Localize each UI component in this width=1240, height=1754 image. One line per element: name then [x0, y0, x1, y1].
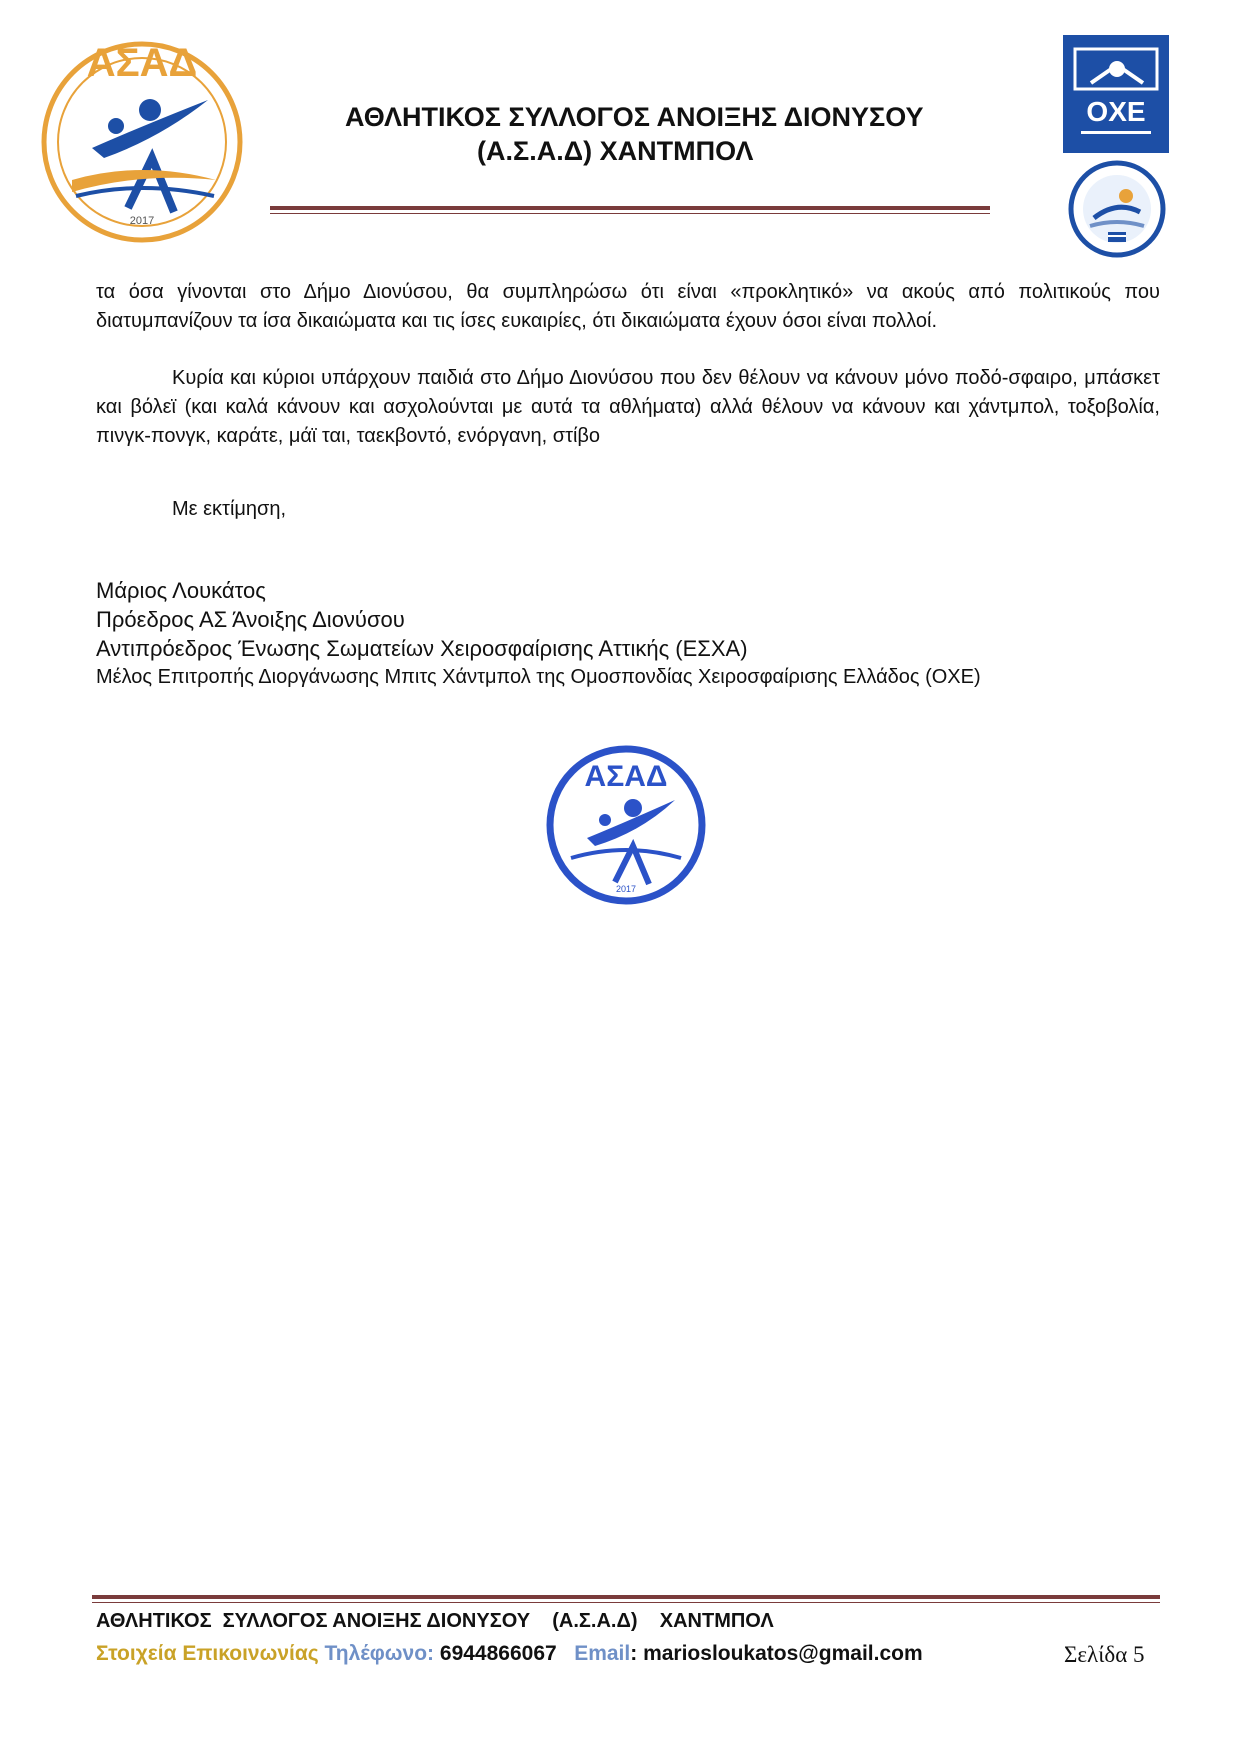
page-number: Σελίδα 5	[1064, 1642, 1145, 1667]
oxe-federation-logo	[1063, 35, 1169, 153]
signatory-name: Μάριος Λουκάτος	[96, 578, 266, 603]
asad-stamp	[543, 742, 709, 908]
header-title	[345, 100, 1005, 168]
contact-label: Στοιχεία Επικοινωνίας	[96, 1642, 319, 1665]
header-title-line2: (Α.Σ.Α.Δ) ΧΑΝΤΜΠΟΛ	[477, 136, 754, 166]
closing-salutation: Με εκτίμηση,	[172, 498, 287, 520]
hellenic-beach-handball-logo	[1068, 160, 1166, 258]
svg-text:ΑΣΑΔ: ΑΣΑΔ	[86, 41, 198, 85]
svg-text:ΟΧΕ: ΟΧΕ	[1086, 96, 1146, 127]
asad-club-logo	[32, 30, 252, 250]
svg-text:2017: 2017	[615, 884, 637, 894]
svg-text:2017: 2017	[129, 215, 155, 227]
signature-block	[96, 576, 1160, 692]
footer-contact: Στοιχεία Επικοινωνίας Τηλέφωνο: 6944866067 Email: mariosloukatos@gmail.com	[96, 1642, 923, 1665]
phone-label: Τηλέφωνο:	[324, 1642, 435, 1665]
phone-number: 6944866067	[439, 1642, 557, 1665]
email-address[interactable]: mariosloukatos@gmail.com	[643, 1642, 923, 1665]
email-label: Email	[574, 1642, 631, 1665]
letter-body	[96, 278, 1160, 692]
footer-divider	[92, 1595, 1160, 1603]
header-divider	[270, 206, 990, 214]
header-title-line1: ΑΘΛΗΤΙΚΟΣ ΣΥΛΛΟΓΟΣ ΑΝΟΙΞΗΣ ΔΙΟΝΥΣΟΥ	[345, 102, 924, 132]
footer-organization: ΑΘΛΗΤΙΚΟΣ ΣΥΛΛΟΓΟΣ ΑΝΟΙΞΗΣ ΔΙΟΝΥΣΟΥ (Α.Σ.Α.Δ) ΧΑΝΤΜΠΟΛ	[96, 1610, 774, 1632]
svg-text:ΑΣΑΔ: ΑΣΑΔ	[584, 760, 668, 793]
paragraph-1: τα όσα γίνονται στο Δήμο Διονύσου, θα συμπληρώσω ότι είναι «προκλητικό» να ακούς από πολιτικούς που διατυμπανίζουν τα ίσα δικαιώματα και τις ίσες ευκαιρίες, ότι δικαιώματα έχουν όσοι είναι πολλοί.	[96, 281, 1160, 332]
signatory-role-3: Μέλος Επιτροπής Διοργάνωσης Μπιτς Χάντμπολ της Ομοσπονδίας Χειροσφαίρισης Ελλάδος (ΟΧΕ)	[96, 666, 981, 688]
signatory-role-2: Αντιπρόεδρος Ένωσης Σωματείων Χειροσφαίρισης Αττικής (ΕΣΧΑ)	[96, 636, 748, 661]
signatory-role-1: Πρόεδρος ΑΣ Άνοιξης Διονύσου	[96, 607, 405, 632]
paragraph-2: Κυρία και κύριοι υπάρχουν παιδιά στο Δήμο Διονύσου που δεν θέλουν να κάνουν μόνο ποδό-σφαιρο, μπάσκετ και βόλεϊ (και καλά κάνουν και ασχολούνται με αυτά τα αθλήματα) αλλά θέλουν να κάνουν και χάντμπολ, τοξοβολία, πινγκ-πονγκ, καράτε, μάϊ ται, ταεκβοντό, ενόργανη, στίβο	[96, 367, 1160, 447]
